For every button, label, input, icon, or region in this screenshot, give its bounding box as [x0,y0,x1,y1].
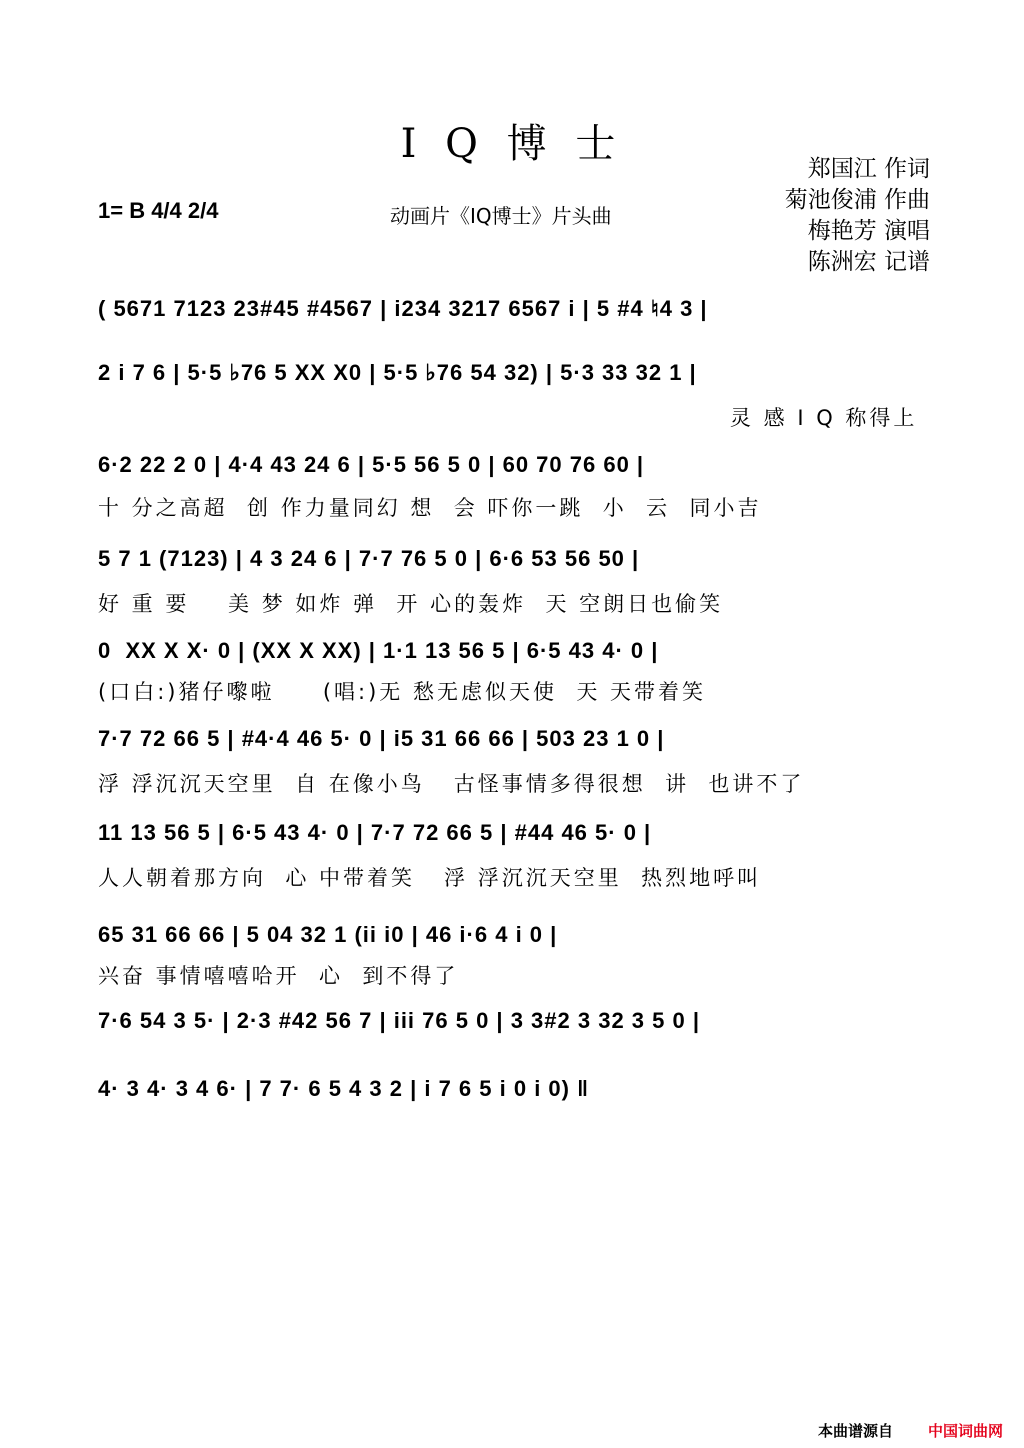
score-line-4: 5 7 1 (7123) | 4 3 24 6 | 7·7 76 5 0 | 6·6 53 56 50 | [98,546,640,571]
song-title: I Q 博 士 [400,121,624,167]
score-line-5: 0 XX X X· 0 | (XX X XX) | 1·1 13 56 5 | 6·5 43 4· 0 | [98,638,659,663]
credit-singer: 梅艳芳 演唱 [807,218,930,244]
score-line-8: 65 31 66 66 | 5 04 32 1 (ii i0 | 46 i·6 4 i 0 | [98,922,558,947]
lyric-line-2: 灵 感 I Q 称得上 [730,406,918,430]
score-line-7: 11 13 56 5 | 6·5 43 4· 0 | 7·7 72 66 5 | #44 46 5· 0 | [98,820,652,845]
score-line-6: 7·7 72 66 5 | #4·4 46 5· 0 | i5 31 66 66 | 503 23 1 0 | [98,726,665,751]
lyric-line-8: 兴奋 事情嘻嘻哈开 心 到不得了 [98,964,459,988]
song-subtitle: 动画片《IQ博士》片头曲 [390,204,612,228]
lyric-line-7: 人人朝着那方向 心 中带着笑 浮 浮沉沉天空里 热烈地呼叫 [98,866,762,890]
credit-composer: 菊池俊浦 作曲 [784,187,930,213]
footer-site-link[interactable]: 中国词曲网 [928,1422,1004,1440]
score-line-9: 7·6 54 3 5· | 2·3 #42 56 7 | iii 76 5 0 | 3 3#2 3 32 3 5 0 | [98,1008,700,1033]
key-signature: 1= B 4/4 2/4 [98,198,219,223]
lyric-line-4: 好 重 要 美 梦 如炸 弹 开 心的轰炸 天 空朗日也偷笑 [98,592,724,616]
footer-source-label: 本曲谱源自 [818,1422,894,1440]
score-line-10: 4· 3 4· 3 4 6· | 7 7· 6 5 4 3 2 | i 7 6 5 i 0 i 0) ‖ [98,1076,590,1101]
credit-lyricist: 郑国江 作词 [807,156,930,182]
score-line-1: ( 5671 7123 23#45 #4567 | i234 3217 6567 i | 5 #4 ♮4 3 | [98,296,708,321]
score-line-3: 6·2 22 2 0 | 4·4 43 24 6 | 5·5 56 5 0 | 60 70 76 60 | [98,452,645,477]
lyric-line-3: 十 分之高超 创 作力量同幻 想 会 吓你一跳 小 云 同小吉 [98,496,762,520]
credit-transcriber: 陈洲宏 记谱 [807,249,930,275]
score-line-2: 2 i 7 6 | 5·5 ♭76 5 XX X0 | 5·5 ♭76 54 32) | 5·3 33 32 1 | [98,360,697,385]
lyric-line-5: (口白:)猪仔嚟啦 (唱:)无 愁无虑似天使 天 天带着笑 [98,680,706,704]
lyric-line-6: 浮 浮沉沉天空里 自 在像小鸟 古怪事情多得很想 讲 也讲不了 [98,772,805,796]
